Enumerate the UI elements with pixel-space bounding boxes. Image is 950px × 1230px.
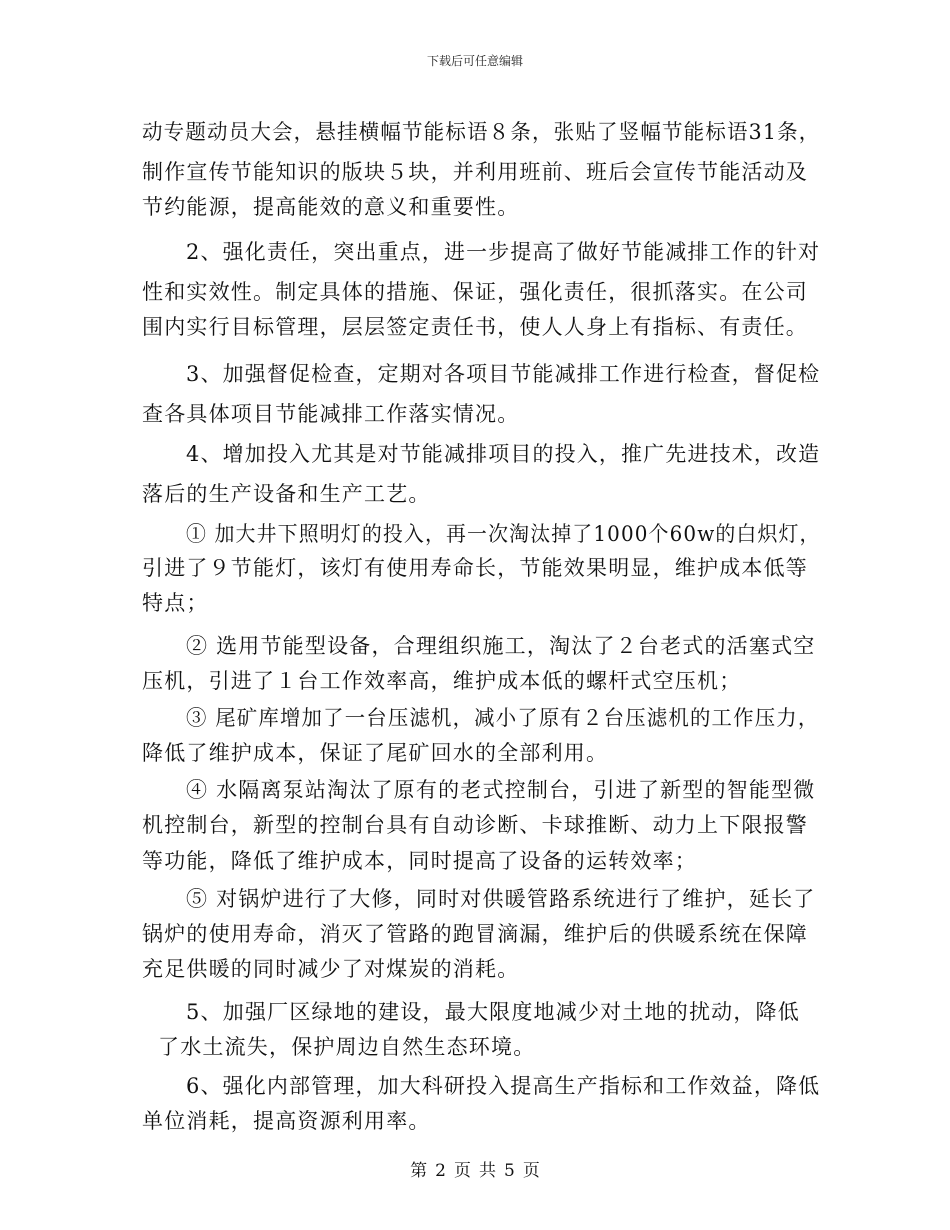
- text-line: 降低了维护成本，保证了尾矿回水的全部利用。: [142, 741, 609, 765]
- text-line: 制作宣传节能知识的版块５块，并利用班前、班后会宣传节能活动及: [142, 160, 808, 184]
- text-line: 等功能，降低了维护成本，同时提高了设备的运转效率；: [142, 849, 697, 873]
- footer-label-page: 第: [410, 1161, 428, 1181]
- page-header: 下载后可任意编辑: [426, 54, 523, 68]
- footer-label-ye: 页: [454, 1161, 471, 1181]
- text-line: 特点；: [142, 591, 209, 615]
- text-line: 机控制台，新型的控制台具有自动诊断、卡球推断、动力上下限报警: [142, 813, 808, 837]
- page-footer: [0, 1156, 950, 1181]
- text-line: 3、加强督促检查，定期对各项目节能减排工作进行检查，督促检: [186, 362, 821, 386]
- text-line: ⑤ 对锅炉进行了大修，同时对供暖管路系统进行了维护，延长了: [186, 887, 816, 911]
- text-line: 4、增加投入尤其是对节能减排项目的投入，推广先进技术，改造: [186, 442, 821, 466]
- text-line: 性和实效性。制定具体的措施、保证，强化责任，很抓落实。在公司: [142, 280, 808, 304]
- text-line: ③ 尾矿库增加了一台压滤机，减小了原有２台压滤机的工作压力，: [186, 706, 820, 730]
- text-line: 压机，引进了１台工作效率高，维护成本低的螺杆式空压机；: [142, 669, 742, 693]
- text-line: ① 加大井下照明灯的投入，再一次淘汰掉了1000个60w的白炽灯，: [186, 522, 821, 546]
- text-line: 单位消耗，提高资源利用率。: [142, 1109, 431, 1133]
- text-line: 了水土流失，保护周边自然生态环境。: [158, 1035, 536, 1059]
- text-line: 动专题动员大会，悬挂横幅节能标语８条，张贴了竖幅节能标语31条，: [142, 120, 821, 144]
- text-line: 节约能源，提高能效的意义和重要性。: [142, 195, 520, 219]
- text-line: 6、强化内部管理，加大科研投入提高生产指标和工作效益，降低: [186, 1074, 821, 1098]
- text-line: 充足供暖的同时减少了对煤炭的消耗。: [142, 957, 520, 981]
- footer-label-ye2: 页: [522, 1161, 540, 1181]
- text-line: 围内实行目标管理，层层签定责任书，使人人身上有指标、有责任。: [142, 315, 808, 339]
- text-line: 锅炉的使用寿命，消灭了管路的跑冒滴漏，维护后的供暖系统在保障: [142, 922, 808, 946]
- text-line: 5、加强厂区绿地的建设，最大限度地减少对土地的扰动，降低: [186, 1000, 800, 1024]
- text-line: 2、强化责任，突出重点，进一步提高了做好节能减排工作的针对: [186, 240, 821, 264]
- text-line: ④ 水隔离泵站淘汰了原有的老式控制台，引进了新型的智能型微: [186, 778, 816, 802]
- text-line: 引进了９节能灯，该灯有使用寿命长，节能效果明显，维护成本低等: [142, 556, 808, 580]
- footer-current-page: 2: [435, 1161, 446, 1181]
- text-line: ② 选用节能型设备，合理组织施工，淘汰了２台老式的活塞式空: [186, 634, 816, 658]
- footer-total-pages: 5: [504, 1161, 515, 1181]
- text-line: 查各具体项目节能减排工作落实情况。: [142, 402, 520, 426]
- footer-label-total: 共: [479, 1161, 496, 1181]
- text-line: 落后的生产设备和生产工艺。: [142, 482, 431, 506]
